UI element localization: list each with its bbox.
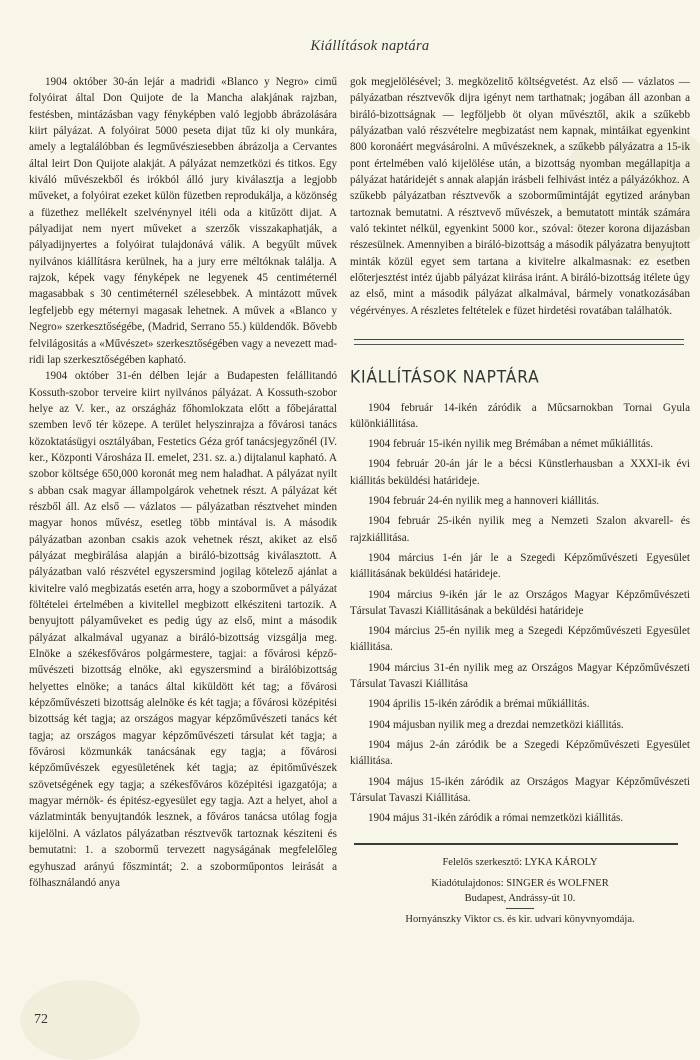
imprint-short-rule — [506, 908, 534, 909]
calendar-entry: 1904 március 31-én nyilik meg az Országos Magyar Képzőművészeti Társulat Tavaszi Kiállitása — [350, 661, 690, 691]
calendar-entry: 1904 február 20-án jár le a bécsi Künstlerhausban a XXXI-ik évi kiállitás beküldési határideje. — [350, 458, 690, 487]
calendar-entry: 1904 április 15-ikén záródik a brémai műkiállitás. — [368, 698, 590, 711]
section-title: KIÁLLÍTÁSOK NAPTÁRA — [350, 367, 540, 388]
publisher: Kiadótulajdonos: SINGER és WOLFNER — [431, 877, 609, 889]
paragraph-blanco-y-negro: 1904 október 30-án lejár a madridi «Blanco y Negro» cimű folyóirat által Don Quijote de la Mancha alakjának rajzban, festésben, mintázásban vagy fényképben való legjobb ábrázolására kiirt pályázat. A folyóirat 5000 peseta dijat tűz ki oly munkára, amely a legtalálóbban és legművésziesebben ábrázolja a Cervantes által leirt Don Quijote alakját. A pályázat nemzetközi és titkos. Egy kiváló művészekből és irókból álló jury kiválasztja a legjobb műveket, a folyóirat ezeket külön füzetben reprodukálja, a közönség a füzethez mellékelt szelvénynyel itéli oda a kitűzött dijat. A pályadijat nem nyert műveket a szerzők visszakaphatják, a pályadijnyertes a folyóirat tulajdonává válik. A begyűlt művek nyilvános kiállításra kerülnek, ha a jury erre méltóknak találja. A rajzok, képek vagy fényképek ne legyenek 45 centiméternél magasabbak s 30 centiméternél szélesebbek. A mintázott művek legfeljebb egy méternyi magasak lehetnek. A művek a «Blanco y Negro» szerkesztőségébe, (Madrid, Serrano 55.) küldendők. Bővebb felvilágositás a «Művészet» szerkesztőségében vagy a nevezett madridi lap szerkesztőségében kapható. — [29, 76, 337, 366]
imprint-divider — [354, 843, 678, 845]
calendar-entry: 1904 május 15-ikén záródik az Országos Magyar Képzőművészeti Társulat Tavaszi Kiállitása. — [350, 775, 690, 805]
page-number: 72 — [34, 1012, 48, 1027]
calendar-entry: 1904 május 31-ikén záródik a római nemzetközi kiállitás. — [368, 812, 624, 825]
running-head: Kiállítások naptára — [310, 38, 430, 54]
publisher-address: Budapest, Andrássy-út 10. — [464, 892, 576, 904]
calendar-entry: 1904 február 14-ikén záródik a Műcsarnokban Tornai Gyula különkiállitása. — [350, 401, 690, 430]
exhibition-calendar — [350, 400, 690, 827]
printer: Hornyánszky Viktor cs. és kir. udvari könyvnyomdája. — [405, 913, 635, 925]
section-divider — [354, 339, 684, 345]
right-column — [350, 74, 690, 927]
imprint — [350, 855, 690, 927]
left-column — [29, 74, 337, 891]
calendar-entry: 1904 májusban nyilik meg a drezdai nemzetközi kiállitás. — [368, 718, 624, 731]
responsible-editor: Felelős szerkesztő: LYKA KÁROLY — [442, 856, 598, 868]
calendar-entry: 1904 február 25-ikén nyilik meg a Nemzeti Szalon akvarell- és rajzkiállitása. — [350, 515, 690, 544]
calendar-entry: 1904 február 24-én nyilik meg a hannoveri kiállitás. — [368, 495, 600, 508]
paragraph-kossuth-competition: 1904 október 31-én délben lejár a Budapesten felállitandó Kossuth-szobor terveire kiirt nyilvános pályázat. A Kossuth-szobor helye az V. ker., az országház főhomlokzata előtt a főbejárattal szemben levő tér közepe. A terület helyszinrajza a fővárosi tanács közoktatásügyi osztályában, Festetics Géza gróf tanácsjegyzőnél (IV. ker., Központi Városháza II. emelet, 231. sz. a.) dijtalanul kapható. A szobor költsége 650,000 koronát meg nem haladhat. A pályázat nyilt s abban csak magyar állampolgárok vehetnek részt. A pályázat két részből áll. Az első — vázlatos — pályázatban résztvehet minden magyar honos művész, esetleg több mintával is. A második pályázatban azonban csakis azok vehetnek részt, akiket az első pályázat megbirálása alapján a biráló-bizottság kiválasztott. A pályázatban való részvétel egyszersmind jogilag kötelező ajánlat a kivitelre való megbizatás esetén arra, hogy a szoborművet a pályázat föltételei értelmében a kivitellel megbizott elkésziteni tartozik. A benyujtott pályaműveket es pedig úgy az első, mint a második pályázat alkalmával ugyanaz a biráló-bizottság vizsgálja meg. Elnöke a székesfőváros polgármestere, tagjai: a fővárosi képzőművészeti bizottság elnöke, aki egyszersmind a birálóbizottság helyettes elnöke; a tanács által kiküldött két tag; a fővárosi képzőművészeti bizottság alelnöke és két tagja; a fővárosi középitési bizottság két tagja; az országos magyar képzőművészeti tanács két tagja; az országos magyar képzőművészeti társulat két tagja; a fővárosi közmunkák tanácsának egy tagja; a fővárosi képzőművészek egyesületének két tagja; az épitőművészek szövetségének egy tagja; a székesfőváros középitési igazgatója; a magyar mérnök- és épitész-egyesület egy tagja. Azt a helyet, ahol a vázlatminták benyujtandók lesznek, a főváros tanácsa utólag fogja kijelölni. A vázlatos pályázatban résztvevők tartoznak késziteni és bemutatni: 1. a szobormű tervezett nagyságának megfelelőleg egyhuszad arányú főszmintát; 2. a szoborműpontos leirását a fölhasználandó anya — [29, 370, 337, 889]
calendar-entry: 1904 május 2-án záródik be a Szegedi Képzőművészeti Egyesület kiállitása. — [350, 739, 690, 768]
calendar-entry: 1904 március 25-én nyilik meg a Szegedi Képzőművészeti Egyesület kiállitása. — [350, 625, 690, 654]
calendar-entry: 1904 március 1-én jár le a Szegedi Képzőművészeti Egyesület kiállitásának beküldési határideje. — [350, 552, 690, 581]
paragraph-continuation: gok megjelölésével; 3. megközelitő költségvetést. Az első — vázlatos — pályázatban résztvevők dijra igényt nem tarthatnak; jogában áll azonban a biráló-bizottságnak — legföljebb öt olyan művésztől, akik a szűkebb pályázatban való részvételre megbizatást nem kapnak, mintáikat egyenkint 800 koronáért megvásárolni. A művészeknek, a szűkebb pályázatra a 15-ik pont értelmében való kijelölése után, a bizottság nyomban megállapitja a pályázat határidejét s annak alapján irásbeli felhivást intéz a pályázókhoz. A szűkebb pályázatban résztvevők a szoborműmintáját egytized arányban tartoznak bemutatni. A résztvevő művészek, a bemutatott minták számára való tekintet nélkül, egyenkint 5000 kor., szóval: ötezer korona dijazásban részesülnek. Amennyiben a biráló-bizottság a második pályázatra benyujtott minták közül egyet sem tartana a kivitelre alkalmasnak: ez esetben előterjesztést intéz újabb pályázat kiirása iránt. A biráló-bizottság itélete úgy az első, mint a második pályázat alkalmával, bármely vonatkozásában végérvényes. A részletes feltételek e füzet hirdetési rovatában találhatók. — [350, 76, 690, 317]
calendar-entry: 1904 március 9-ikén jár le az Országos Magyar Képzőművészeti Társulat Tavaszi Kiállitásának a beküldési határideje — [350, 588, 690, 617]
calendar-entry: 1904 február 15-ikén nyilik meg Brémában a német műkiállitás. — [368, 438, 653, 451]
